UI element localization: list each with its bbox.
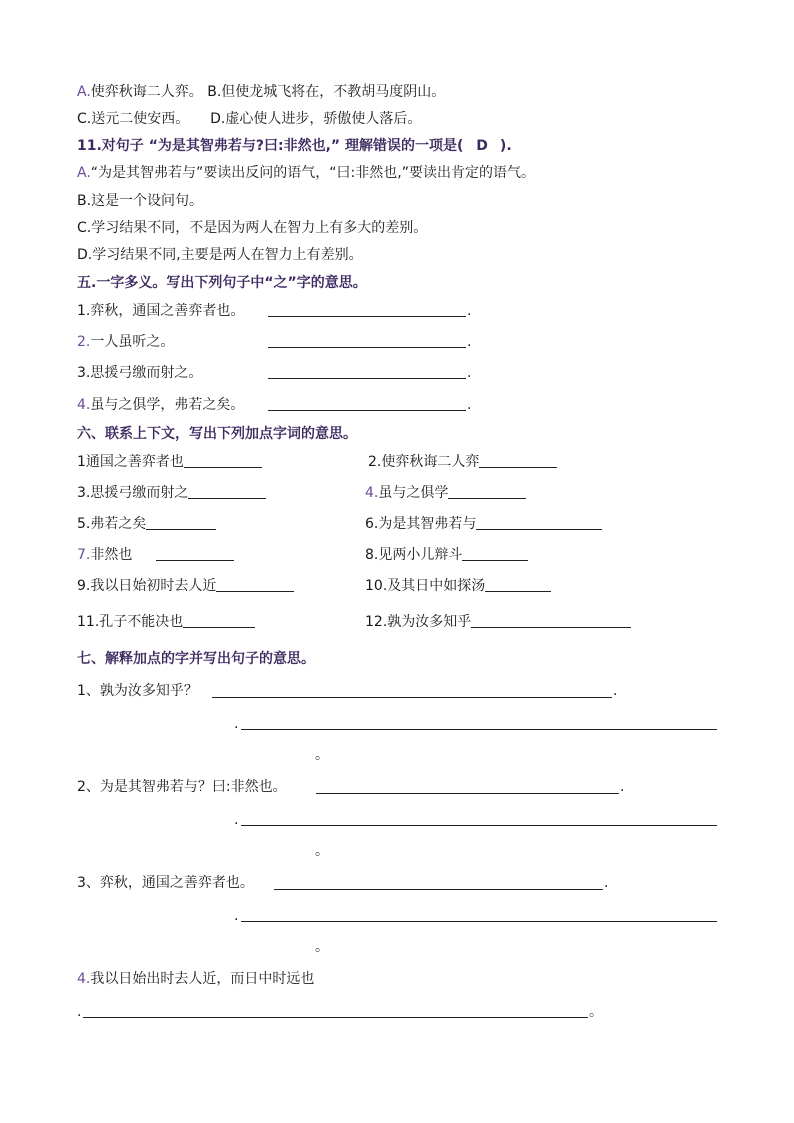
- sec6-item-5: [77, 514, 216, 534]
- sec6-item-2: [368, 452, 557, 472]
- sec5-item-num: 3.: [77, 365, 91, 381]
- sec7-dot: .: [604, 875, 609, 891]
- sec6-title: 六、联系上下文，写出下列加点字词的意思。: [77, 426, 357, 442]
- q10-optC-text: 送元二使安西。: [91, 111, 190, 127]
- sec7-item-2: [77, 777, 287, 797]
- sec6-answer-blank[interactable]: [462, 546, 528, 561]
- sec6-item-num: 12.: [365, 614, 388, 630]
- sec6-item-text: 思援弓缴而射之: [90, 485, 189, 501]
- sec6-item-12: [365, 612, 631, 632]
- sec6-answer-blank[interactable]: [448, 484, 526, 499]
- q10-optB-text: 但使龙城飞将在，不教胡马度阴山。: [221, 84, 446, 100]
- sec5-item-text: 一人虽听之。: [90, 334, 175, 350]
- sec5-item-num: 2.: [77, 334, 91, 350]
- sec6-item-text: 孔子不能决也: [99, 614, 184, 630]
- q11-optB-letter: B.: [77, 193, 92, 209]
- sec6-answer-blank[interactable]: [476, 515, 602, 530]
- sec7-answer-blank-3a[interactable]: [274, 889, 603, 890]
- sec6-item-num: 9.: [77, 578, 91, 594]
- sec6-item-1: [77, 452, 262, 472]
- sec7-item-num: 4.: [77, 971, 91, 987]
- sec5-title: 五.一字多义。写出下列句子中“之”字的意思。: [77, 275, 367, 291]
- sec7-item-3: [77, 873, 254, 893]
- sec6-item-num: 11.: [77, 614, 100, 630]
- sec5-answer-blank-4[interactable]: [268, 410, 466, 411]
- sec7-answer-blank-1b[interactable]: [241, 729, 717, 730]
- sec5-item-num: 1.: [77, 303, 91, 319]
- sec6-item-text: 孰为汝多知乎: [387, 614, 472, 630]
- sec6-item-text: 见两小儿辩斗: [378, 547, 463, 563]
- q11-optC-text: 学习结果不同，不是因为两人在智力上有多大的差别。: [91, 220, 428, 236]
- sec6-item-text: 虽与之俱学: [378, 485, 449, 501]
- sec6-answer-blank[interactable]: [216, 577, 294, 592]
- q11-optB: [77, 191, 203, 211]
- sec7-dot: .: [620, 779, 625, 795]
- sec6-answer-blank[interactable]: [184, 453, 262, 468]
- sec5-item-end-2: .: [467, 334, 472, 350]
- q11-optC-letter: C.: [77, 220, 92, 236]
- sec7-end-mark: 。: [315, 747, 329, 763]
- sec7-answer-blank-2b[interactable]: [241, 825, 717, 826]
- sec7-item-text: 我以日始出时去人近，而日中时远也: [90, 971, 315, 987]
- q11-optD: [77, 245, 363, 265]
- sec5-item-text: 虽与之俱学，弗若之矣。: [90, 397, 245, 413]
- sec6-answer-blank[interactable]: [156, 546, 234, 561]
- q10-options-ab: [77, 82, 445, 102]
- sec6-item-num: 2.: [368, 454, 382, 470]
- q11-stem-b: “为是其智弗若与?曰:非然也,”: [148, 138, 341, 154]
- sec6-answer-blank[interactable]: [471, 613, 631, 628]
- sec6-answer-blank[interactable]: [146, 515, 216, 530]
- sec6-item-num: 4.: [365, 485, 379, 501]
- sec6-item-text: 通国之善弈者也: [85, 454, 184, 470]
- q11-optB-text: 这是一个设问句。: [91, 193, 204, 209]
- q11-optC: [77, 218, 427, 238]
- sec7-answer-blank-1a[interactable]: [212, 697, 612, 698]
- sec6-item-num: 5.: [77, 516, 91, 532]
- q10-options-cd: [77, 109, 421, 129]
- q11-optD-text: 学习结果不同,主要是两人在智力上有差别。: [92, 247, 363, 263]
- sec7-item-text: 为是其智弗若与？曰:非然也。: [99, 779, 287, 795]
- sec7-item-text: 弈秋，通国之善弈者也。: [99, 875, 254, 891]
- q10-optA-letter: A.: [77, 84, 91, 100]
- sec6-item-text: 为是其智弗若与: [378, 516, 477, 532]
- sec6-item-9: [77, 576, 294, 596]
- sec6-item-num: 6.: [365, 516, 379, 532]
- sec6-item-num: 3.: [77, 485, 91, 501]
- sec5-item-1: [77, 301, 244, 321]
- sec7-end-mark: 。: [315, 939, 329, 955]
- sec6-item-text: 及其日中如探汤: [387, 578, 486, 594]
- sec7-dot: .: [234, 716, 239, 732]
- sec6-answer-blank[interactable]: [183, 613, 255, 628]
- q10-optB-letter: B.: [207, 84, 222, 100]
- sec7-item-1: [77, 681, 198, 701]
- q11-stem-a: 11.对句子: [77, 138, 144, 154]
- sec5-item-end-3: .: [467, 365, 472, 381]
- sec7-answer-blank-2a[interactable]: [316, 793, 619, 794]
- sec6-item-text: 我以日始初时去人近: [90, 578, 217, 594]
- q11-answer: D: [476, 138, 488, 154]
- sec6-item-4: [365, 483, 526, 503]
- sec7-end-mark: 。: [315, 843, 329, 859]
- sec7-item-num: 3、: [77, 875, 100, 891]
- sec6-item-text: 非然也: [90, 547, 133, 563]
- q11-optD-letter: D.: [77, 247, 93, 263]
- sec6-item-10: [365, 576, 551, 596]
- q11-optA-letter: A.: [77, 165, 91, 181]
- sec7-item-text: 孰为汝多知乎？: [99, 683, 198, 699]
- sec7-dot: .: [613, 683, 618, 699]
- sec6-item-11: [77, 612, 255, 632]
- q10-optD-letter: D.: [210, 111, 226, 127]
- sec5-item-text: 思援弓缴而射之。: [90, 365, 203, 381]
- sec7-dot: .: [77, 1004, 82, 1020]
- sec7-dot: .: [234, 812, 239, 828]
- sec6-answer-blank[interactable]: [479, 453, 557, 468]
- sec6-item-num: 7.: [77, 547, 91, 563]
- sec5-item-num: 4.: [77, 397, 91, 413]
- sec6-item-7: [77, 545, 234, 565]
- q10-optA-text: 使弈秋诲二人弈。: [90, 84, 203, 100]
- sec5-item-text: 弈秋，通国之善弈者也。: [90, 303, 245, 319]
- q11-stem-c: 理解错误的一项是(: [345, 138, 464, 154]
- sec5-item-end-4: .: [467, 397, 472, 413]
- q11-stem-d: ).: [499, 138, 512, 154]
- q10-optC-letter: C.: [77, 111, 92, 127]
- sec5-item-4: [77, 395, 244, 415]
- sec6-item-text: 弗若之矣: [90, 516, 147, 532]
- sec5-answer-blank-3[interactable]: [268, 378, 466, 379]
- sec6-item-num: 10.: [365, 578, 388, 594]
- sec5-item-end-1: .: [467, 303, 472, 319]
- sec7-dot: .: [234, 908, 239, 924]
- sec5-item-3: [77, 363, 202, 383]
- sec7-item-4: [77, 969, 314, 989]
- sec7-answer-blank-3b[interactable]: [241, 921, 717, 922]
- sec7-item-num: 1、: [77, 683, 100, 699]
- sec5-answer-blank-2[interactable]: [268, 347, 466, 348]
- sec7-end-mark: 。: [589, 1004, 603, 1020]
- sec6-item-8: [365, 545, 528, 565]
- sec6-item-6: [365, 514, 602, 534]
- sec5-item-2: [77, 332, 174, 352]
- sec6-item-num: 8.: [365, 547, 379, 563]
- sec5-answer-blank-1[interactable]: [268, 316, 466, 317]
- sec7-answer-blank-4[interactable]: [83, 1017, 588, 1018]
- sec7-item-num: 2、: [77, 779, 100, 795]
- sec7-title: 七、解释加点的字并写出句子的意思。: [77, 651, 315, 667]
- q10-optD-text: 虚心使人进步，骄傲使人落后。: [225, 111, 422, 127]
- sec6-item-num: 1: [77, 454, 86, 470]
- sec6-item-text: 使弈秋诲二人弈: [381, 454, 480, 470]
- sec6-answer-blank[interactable]: [188, 484, 266, 499]
- q11-optA: [77, 163, 535, 183]
- sec6-answer-blank[interactable]: [485, 577, 551, 592]
- q11-stem: [77, 136, 512, 156]
- q11-optA-text: “为是其智弗若与”要读出反问的语气，“曰:非然也,”要读出肯定的语气。: [90, 165, 535, 181]
- sec6-item-3: [77, 483, 266, 503]
